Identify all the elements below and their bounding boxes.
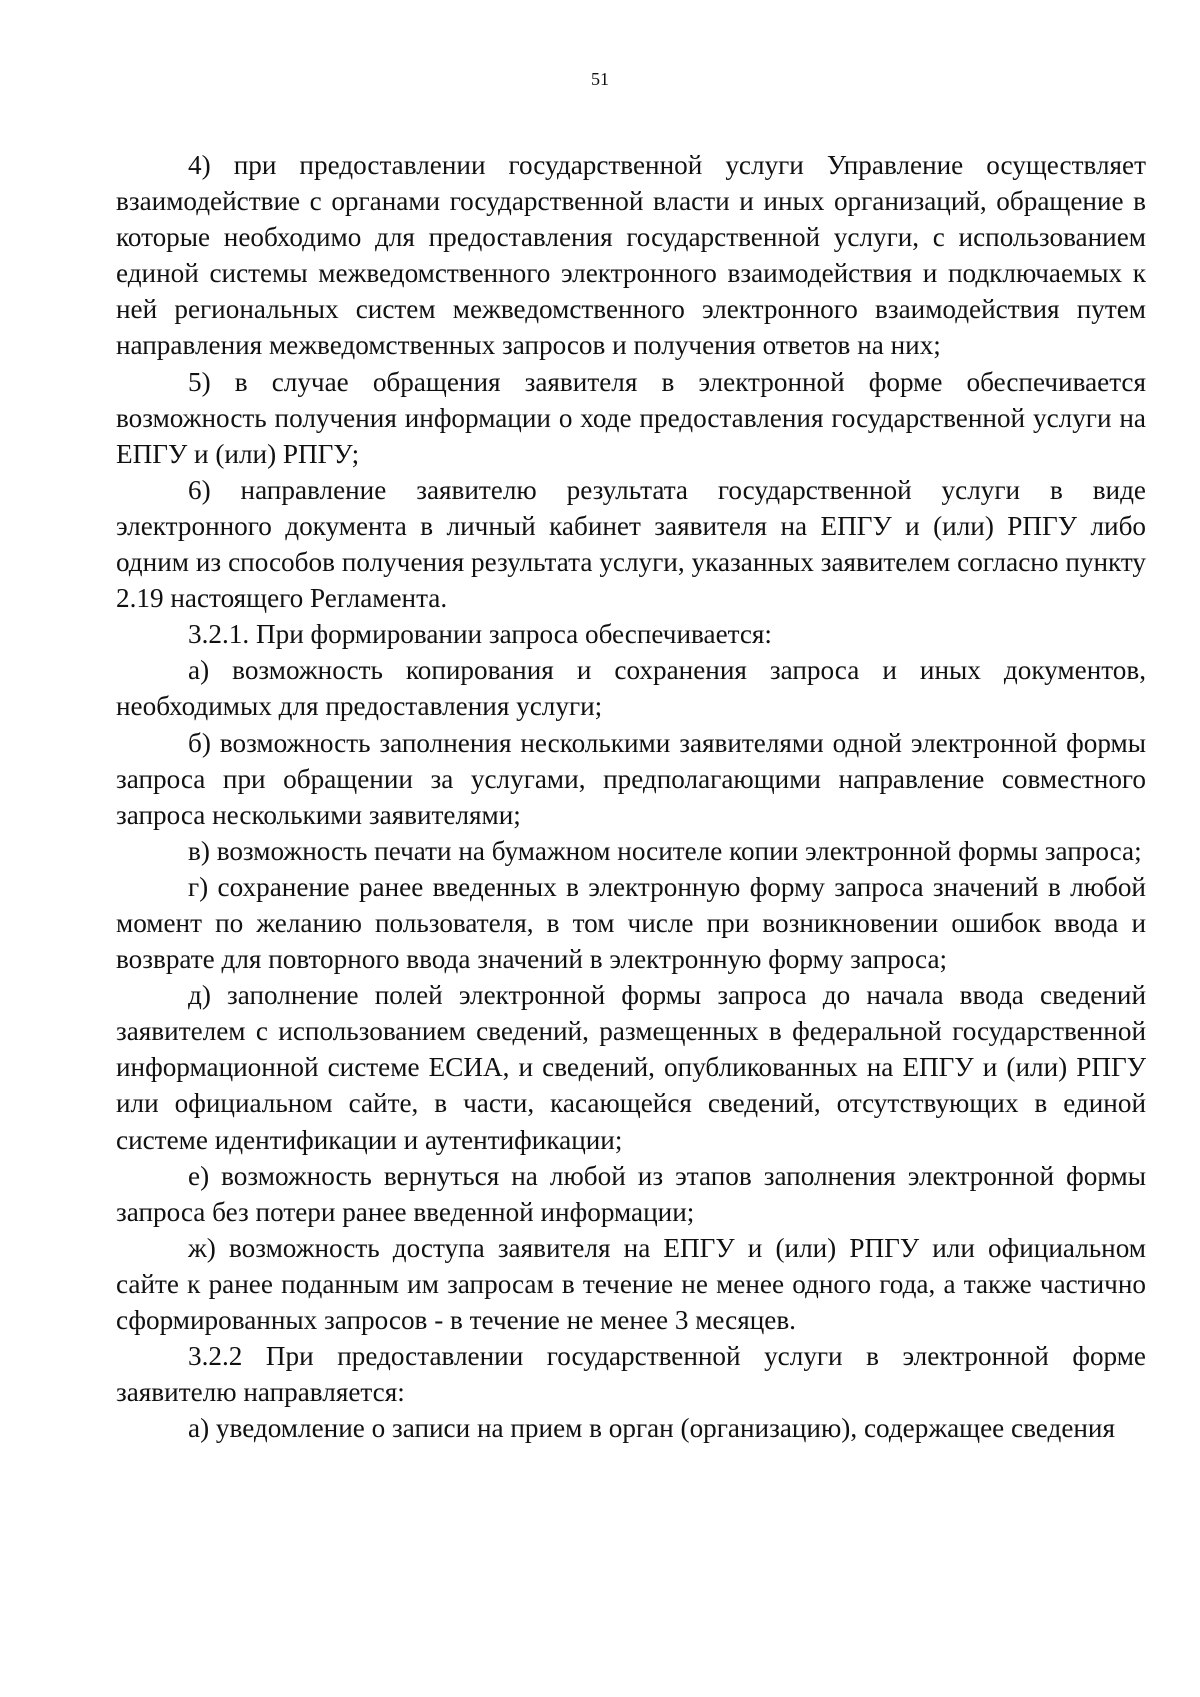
paragraph-subitem-b: б) возможность заполнения несколькими заявителями одной электронной формы запроса при обращении за услугами, предполагающими направление совместного запроса несколькими заявителями; [116, 727, 1146, 830]
paragraph-subitem-zh: ж) возможность доступа заявителя на ЕПГУ и (или) РПГУ или официальном сайте к ранее поданным им запросам в течение не менее одного года, а также частично сформированных запросов - в течение не менее 3 месяцев. [116, 1232, 1146, 1335]
paragraph-subitem-g: г) сохранение ранее введенных в электронную форму запроса значений в любой момент по желанию пользователя, в том числе при возникновении ошибок ввода и возврате для повторного ввода значений в электронную форму запроса; [116, 871, 1146, 975]
paragraph-section-3-2-1: 3.2.1. При формировании запроса обеспечивается: [188, 619, 772, 650]
paragraph-item-6: 6) направление заявителю результата государственной услуги в виде электронного документа в личный кабинет заявителя на ЕПГУ и (или) РПГУ либо одним из способов получения результата услуги, указанных заявителем согласно пункту 2.19 настоящего Регламента. [116, 474, 1146, 614]
paragraph-subitem-a-notification: а) уведомление о записи на прием в орган (организацию), содержащее сведения [188, 1413, 1115, 1444]
paragraph-subitem-v: в) возможность печати на бумажном носителе копии электронной формы запроса; [188, 835, 1142, 866]
document-body [116, 147, 1146, 1446]
paragraph-item-5: 5) в случае обращения заявителя в электронной форме обеспечивается возможность получения информации о ходе предоставления государственной услуги на ЕПГУ и (или) РПГУ; [116, 366, 1146, 469]
paragraph-subitem-e: е) возможность вернуться на любой из этапов заполнения электронной формы запроса без потери ранее введенной информации; [116, 1160, 1146, 1227]
paragraph-item-4: 4) при предоставлении государственной услуги Управление осуществляет взаимодействие с органами государственной власти и иных организаций, обращение в которые необходимо для предоставления государственной услуги, с использованием единой системы межведомственного электронного взаимодействия и подключаемых к ней региональных систем межведомственного электронного взаимодействия путем направления межведомственных запросов и получения ответов на них; [116, 150, 1146, 361]
paragraph-subitem-d: д) заполнение полей электронной формы запроса до начала ввода сведений заявителем с использованием сведений, размещенных в федеральной государственной информационной системе ЕСИА, и сведений, опубликованных на ЕПГУ и (или) РПГУ или официальном сайте, в части, касающейся сведений, отсутствующих в единой системе идентификации и аутентификации; [116, 980, 1146, 1155]
page-number: 51 [591, 69, 609, 89]
paragraph-section-3-2-2: 3.2.2 При предоставлении государственной услуги в электронной форме заявителю направляется: [116, 1341, 1146, 1408]
paragraph-subitem-a: а) возможность копирования и сохранения запроса и иных документов, необходимых для предоставления услуги; [116, 655, 1146, 722]
